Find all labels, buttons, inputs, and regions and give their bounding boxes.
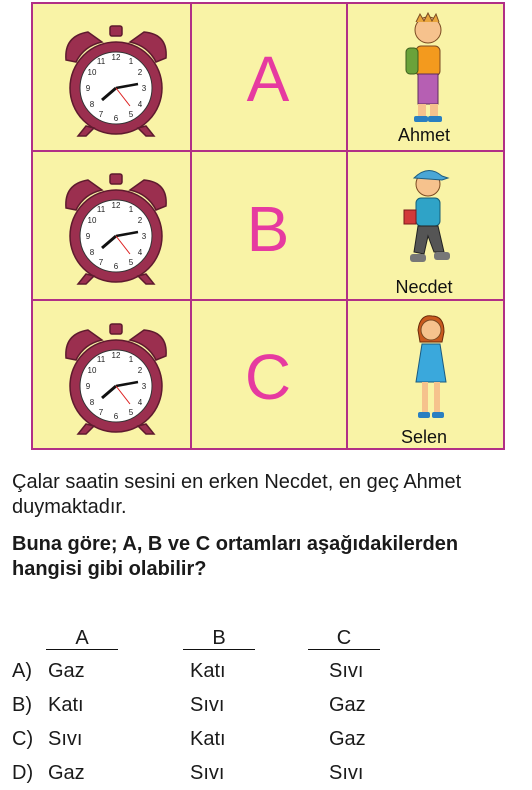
option-value: Sıvı xyxy=(190,762,225,784)
svg-text:5: 5 xyxy=(128,408,134,417)
figure-table xyxy=(31,2,505,450)
column-header-b: B xyxy=(183,628,255,650)
svg-text:11: 11 xyxy=(96,355,106,364)
svg-text:10: 10 xyxy=(87,216,97,225)
question-prompt-line: hangisi gibi olabilir? xyxy=(12,558,207,580)
svg-text:2: 2 xyxy=(137,216,143,225)
svg-text:8: 8 xyxy=(89,248,95,257)
svg-text:7: 7 xyxy=(98,408,104,417)
svg-text:5: 5 xyxy=(128,258,134,267)
row-divider xyxy=(33,150,503,152)
alarm-clock-icon xyxy=(58,170,174,288)
person-name: Ahmet xyxy=(397,125,451,145)
svg-text:12: 12 xyxy=(111,201,121,210)
option-value: Gaz xyxy=(48,660,85,682)
svg-text:9: 9 xyxy=(85,382,91,391)
option-value: Katı xyxy=(190,728,226,750)
option-value: Katı xyxy=(190,660,226,682)
svg-text:1: 1 xyxy=(128,355,134,364)
option-value: Sıvı xyxy=(190,694,225,716)
medium-label: B xyxy=(246,193,290,265)
svg-text:5: 5 xyxy=(128,110,134,119)
option-value: Katı xyxy=(48,694,84,716)
svg-text:7: 7 xyxy=(98,258,104,267)
column-header-c: C xyxy=(308,628,380,650)
svg-text:4: 4 xyxy=(137,248,143,257)
svg-text:4: 4 xyxy=(137,100,143,109)
svg-text:1: 1 xyxy=(128,57,134,66)
option-letter: C) xyxy=(12,728,34,750)
column-divider xyxy=(346,4,348,448)
svg-text:8: 8 xyxy=(89,398,95,407)
svg-text:6: 6 xyxy=(113,114,119,123)
svg-text:9: 9 xyxy=(85,84,91,93)
option-value: Gaz xyxy=(329,728,366,750)
svg-text:3: 3 xyxy=(141,382,147,391)
svg-text:6: 6 xyxy=(113,262,119,271)
svg-text:2: 2 xyxy=(137,366,143,375)
column-header-a: A xyxy=(46,628,118,650)
alarm-clock-icon xyxy=(58,22,174,140)
svg-text:9: 9 xyxy=(85,232,91,241)
question-prompt-line: Buna göre; A, B ve C ortamları aşağıdakilerden xyxy=(12,533,459,555)
svg-text:8: 8 xyxy=(89,100,95,109)
svg-text:12: 12 xyxy=(111,351,121,360)
svg-text:11: 11 xyxy=(96,205,106,214)
svg-text:1: 1 xyxy=(128,205,134,214)
boy-ahmet-icon xyxy=(398,12,456,124)
girl-selen-icon xyxy=(408,312,454,424)
option-value: Sıvı xyxy=(48,728,83,750)
medium-label: A xyxy=(246,43,290,115)
svg-text:3: 3 xyxy=(141,232,147,241)
option-letter: D) xyxy=(12,762,34,784)
option-value: Sıvı xyxy=(329,660,364,682)
medium-label: C xyxy=(244,341,292,413)
option-letter: A) xyxy=(12,660,32,682)
option-value: Gaz xyxy=(329,694,366,716)
svg-text:4: 4 xyxy=(137,398,143,407)
svg-text:3: 3 xyxy=(141,84,147,93)
option-value: Gaz xyxy=(48,762,85,784)
row-divider xyxy=(33,299,503,301)
boy-necdet-icon xyxy=(398,164,458,274)
svg-text:7: 7 xyxy=(98,110,104,119)
svg-text:10: 10 xyxy=(87,68,97,77)
svg-text:2: 2 xyxy=(137,68,143,77)
alarm-clock-icon xyxy=(58,320,174,438)
question-text-line: duymaktadır. xyxy=(12,496,127,518)
option-value: Sıvı xyxy=(329,762,364,784)
svg-text:11: 11 xyxy=(96,57,106,66)
person-name: Selen xyxy=(400,427,448,447)
svg-text:6: 6 xyxy=(113,412,119,421)
question-text-line: Çalar saatin sesini en erken Necdet, en geç Ahmet xyxy=(12,471,462,493)
option-letter: B) xyxy=(12,694,32,716)
person-name: Necdet xyxy=(395,277,453,297)
svg-text:10: 10 xyxy=(87,366,97,375)
svg-text:12: 12 xyxy=(111,53,121,62)
